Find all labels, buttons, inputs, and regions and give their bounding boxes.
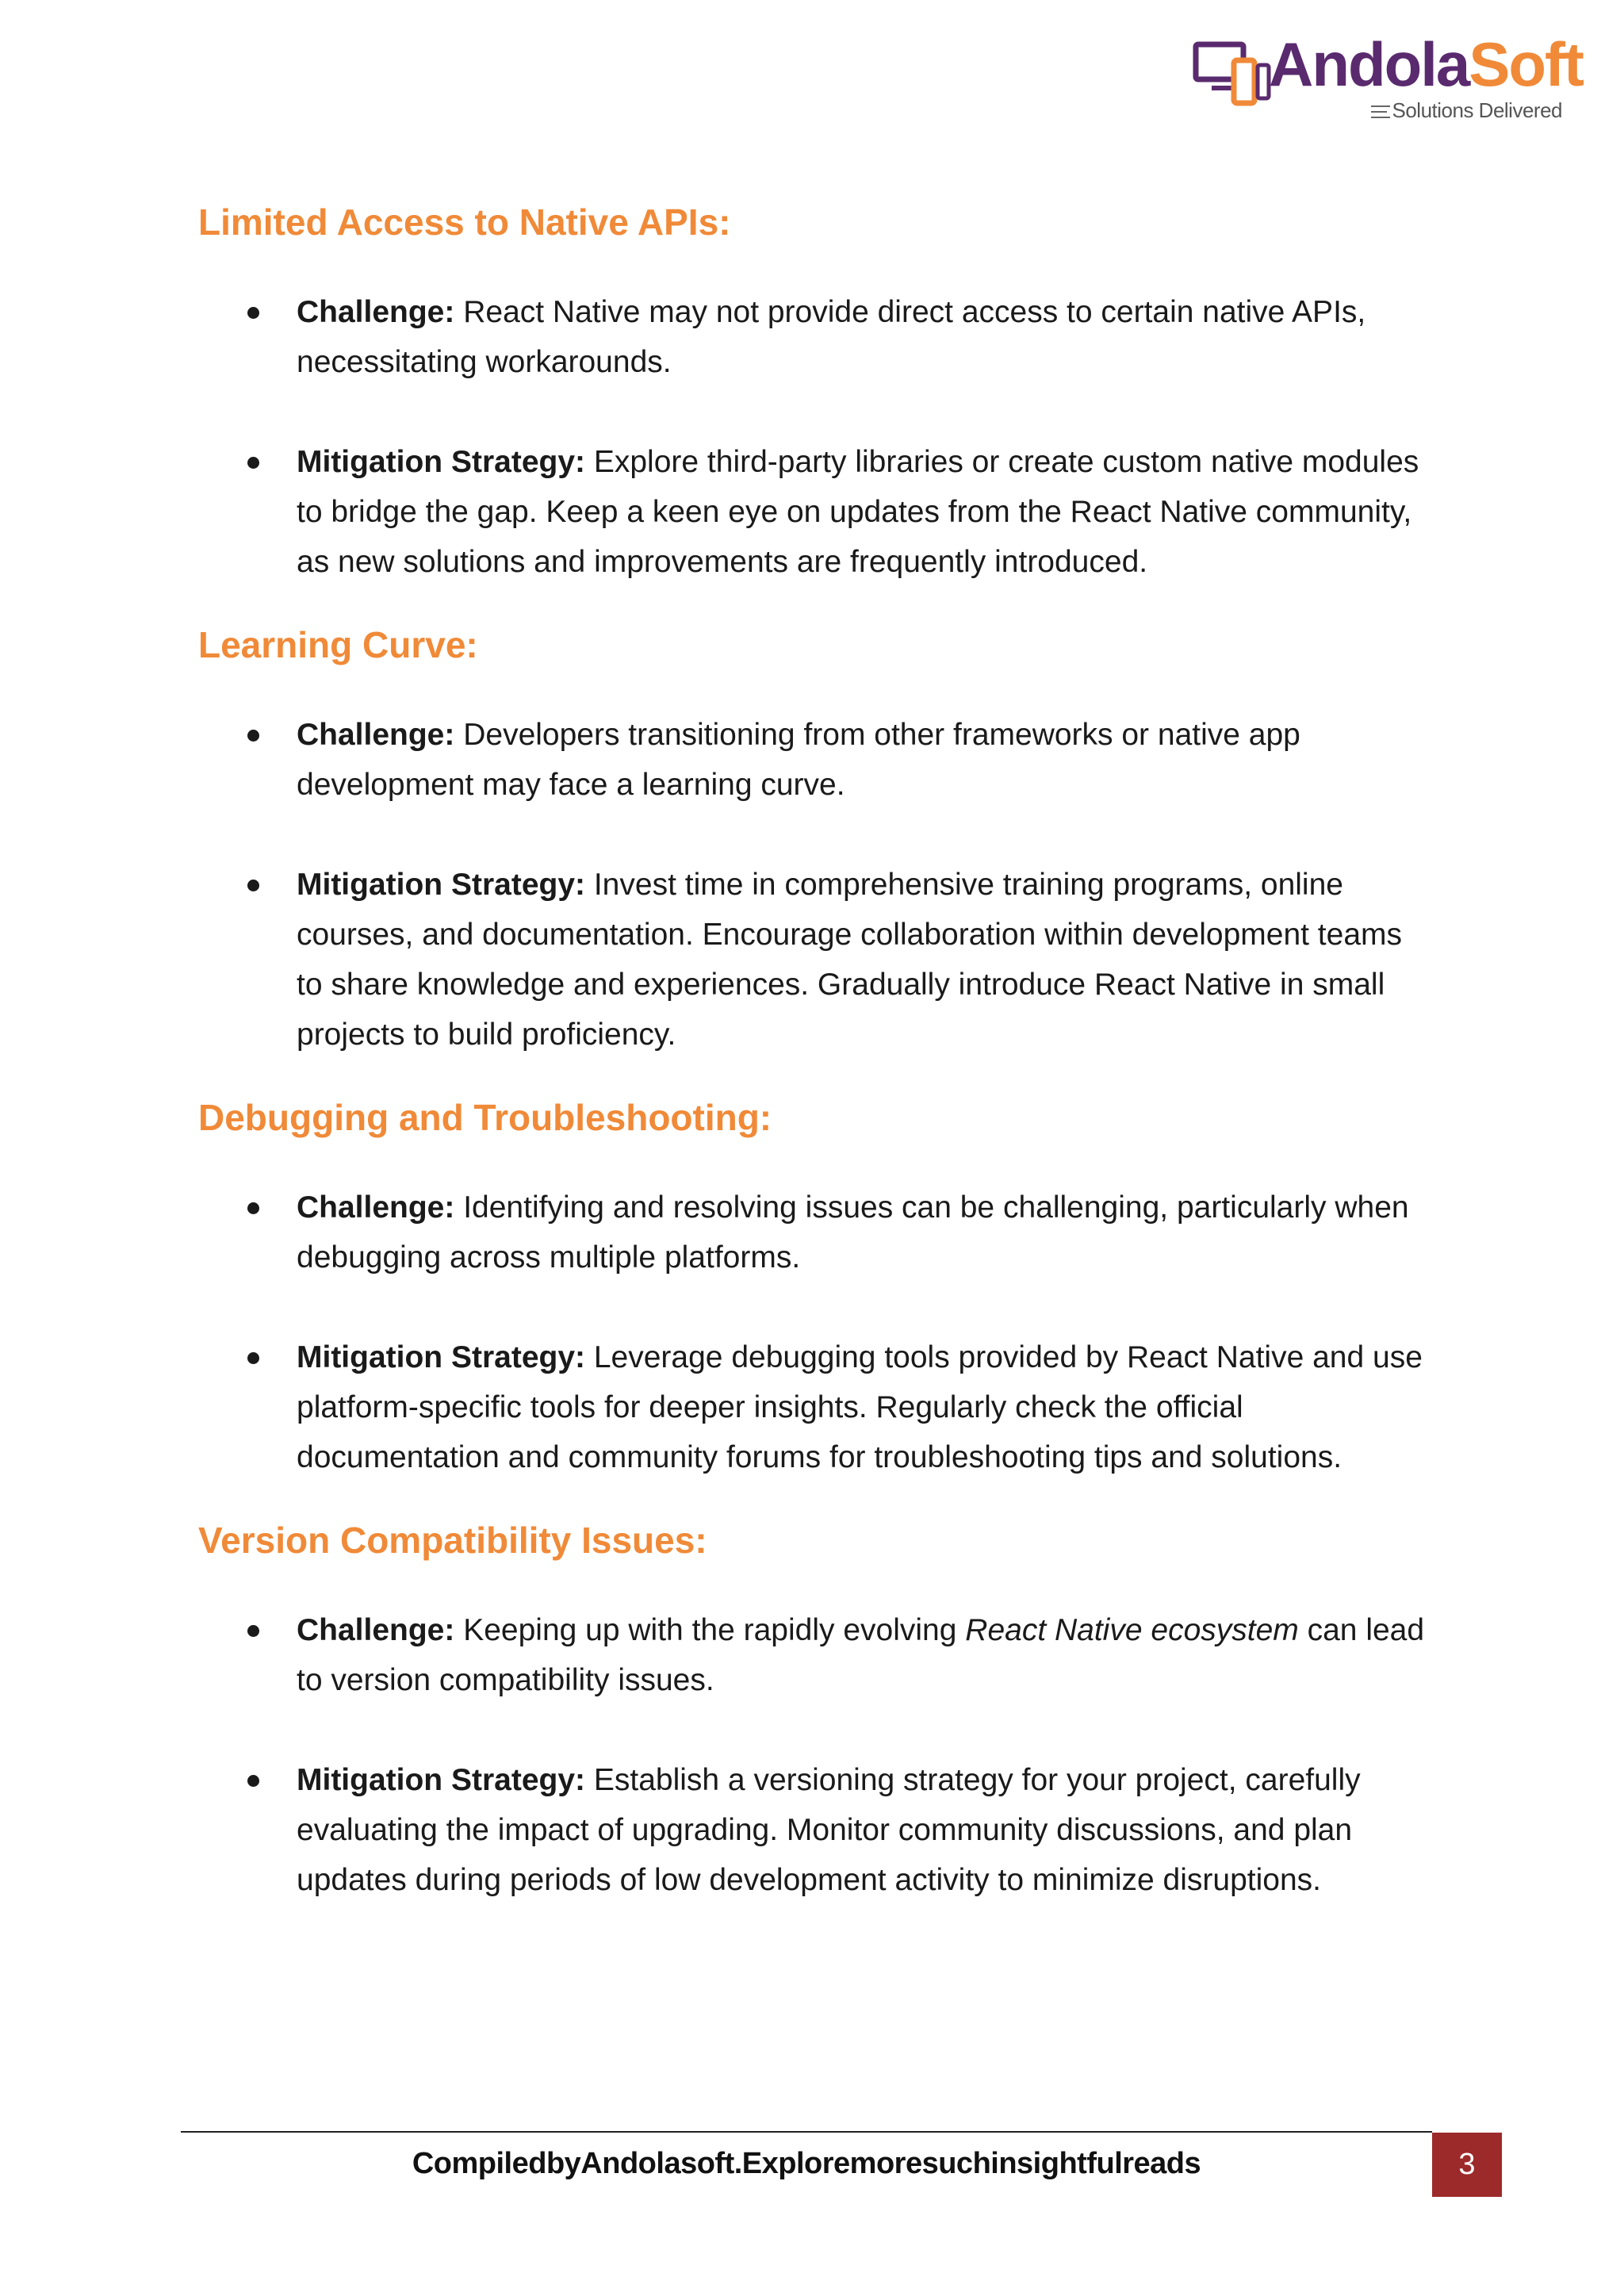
logo-wordmark-part1: Andola [1269, 29, 1469, 99]
main-content [198, 198, 1435, 1905]
section-learning-curve [198, 621, 1435, 1060]
bullet-list [198, 287, 1435, 587]
bullet-list [198, 710, 1435, 1060]
bullet-mitigation [198, 1755, 1435, 1905]
bullet-text-before: Keeping up with the rapidly evolving [454, 1613, 966, 1647]
bullet-text: Developers transitioning from other frameworks or native app development may face a learning curve. [297, 718, 1300, 802]
tagline-lines-icon [1371, 105, 1390, 118]
bullet-dot-icon [247, 1202, 259, 1214]
bullet-dot-icon [247, 1775, 259, 1787]
bullet-dot-icon [247, 457, 259, 469]
bullet-text-after: can lead to version compatibility issues. [297, 1613, 1425, 1697]
bullet-challenge [198, 1605, 1435, 1705]
bullet-label: Challenge: [297, 1613, 455, 1647]
logo-tagline-text: Solutions Delivered [1392, 98, 1562, 122]
logo-wordmark-part2: Soft [1469, 29, 1583, 99]
bullet-label: Challenge: [297, 1190, 455, 1225]
bullet-text: Identifying and resolving issues can be challenging, particularly when debugging across multiple platforms. [297, 1190, 1409, 1274]
bullet-challenge [198, 1182, 1435, 1282]
bullet-mitigation [198, 860, 1435, 1060]
bullet-dot-icon [247, 730, 259, 742]
section-heading: Learning Curve: [198, 624, 478, 665]
bullet-list [198, 1605, 1435, 1905]
logo-wordmark [1269, 29, 1583, 99]
section-heading: Limited Access to Native APIs: [198, 201, 731, 243]
bullet-text: Establish a versioning strategy for your project, carefully evaluating the impact of upgrading. Monitor community discussions, and plan updates during periods of low development activity to minimize disruptions. [297, 1763, 1361, 1897]
bullet-label: Mitigation Strategy: [297, 868, 586, 902]
bullet-dot-icon [247, 307, 259, 319]
section-native-apis [198, 198, 1435, 587]
bullet-label: Mitigation Strategy: [297, 1340, 586, 1374]
bullet-challenge [198, 287, 1435, 387]
bullet-challenge [198, 710, 1435, 810]
section-debugging [198, 1094, 1435, 1482]
bullet-dot-icon [247, 880, 259, 891]
bullet-text: Leverage debugging tools provided by React Native and use platform-specific tools for deeper insights. Regularly check the official documentation and community forums for troubleshooting tips and solutions. [297, 1340, 1423, 1474]
andolasoft-logo [1193, 29, 1589, 128]
footer-text: CompiledbyAndolasoft.Exploremoresuchinsightfulreads [412, 2147, 1201, 2180]
bullet-dot-icon [247, 1352, 259, 1364]
logo-tagline [1371, 98, 1562, 123]
bullet-text: Explore third-party libraries or create custom native modules to bridge the gap. Keep a keen eye on updates from the React Native community, as new solutions and improvements are frequently introduced. [297, 445, 1419, 579]
bullet-label: Mitigation Strategy: [297, 445, 586, 479]
bullet-text: Invest time in comprehensive training programs, online courses, and documentation. Encourage collaboration within development teams to share knowledge and experiences. Gradually introduce React Native in small projects to build proficiency. [297, 868, 1403, 1052]
section-heading: Debugging and Troubleshooting: [198, 1097, 772, 1138]
section-heading: Version Compatibility Issues: [198, 1520, 707, 1561]
bullet-text: React Native may not provide direct access to certain native APIs, necessitating workarounds. [297, 295, 1366, 379]
section-version-compatibility [198, 1516, 1435, 1905]
bullet-mitigation [198, 437, 1435, 587]
bullet-mitigation [198, 1332, 1435, 1482]
bullet-text-emphasis: React Native ecosystem [965, 1613, 1299, 1647]
footer-divider [181, 2131, 1432, 2133]
bullet-label: Challenge: [297, 295, 455, 329]
bullet-label: Challenge: [297, 718, 455, 752]
devices-icon [1193, 41, 1272, 108]
bullet-list [198, 1182, 1435, 1482]
bullet-dot-icon [247, 1625, 259, 1637]
bullet-label: Mitigation Strategy: [297, 1763, 586, 1797]
page-number: 3 [1432, 2133, 1502, 2197]
